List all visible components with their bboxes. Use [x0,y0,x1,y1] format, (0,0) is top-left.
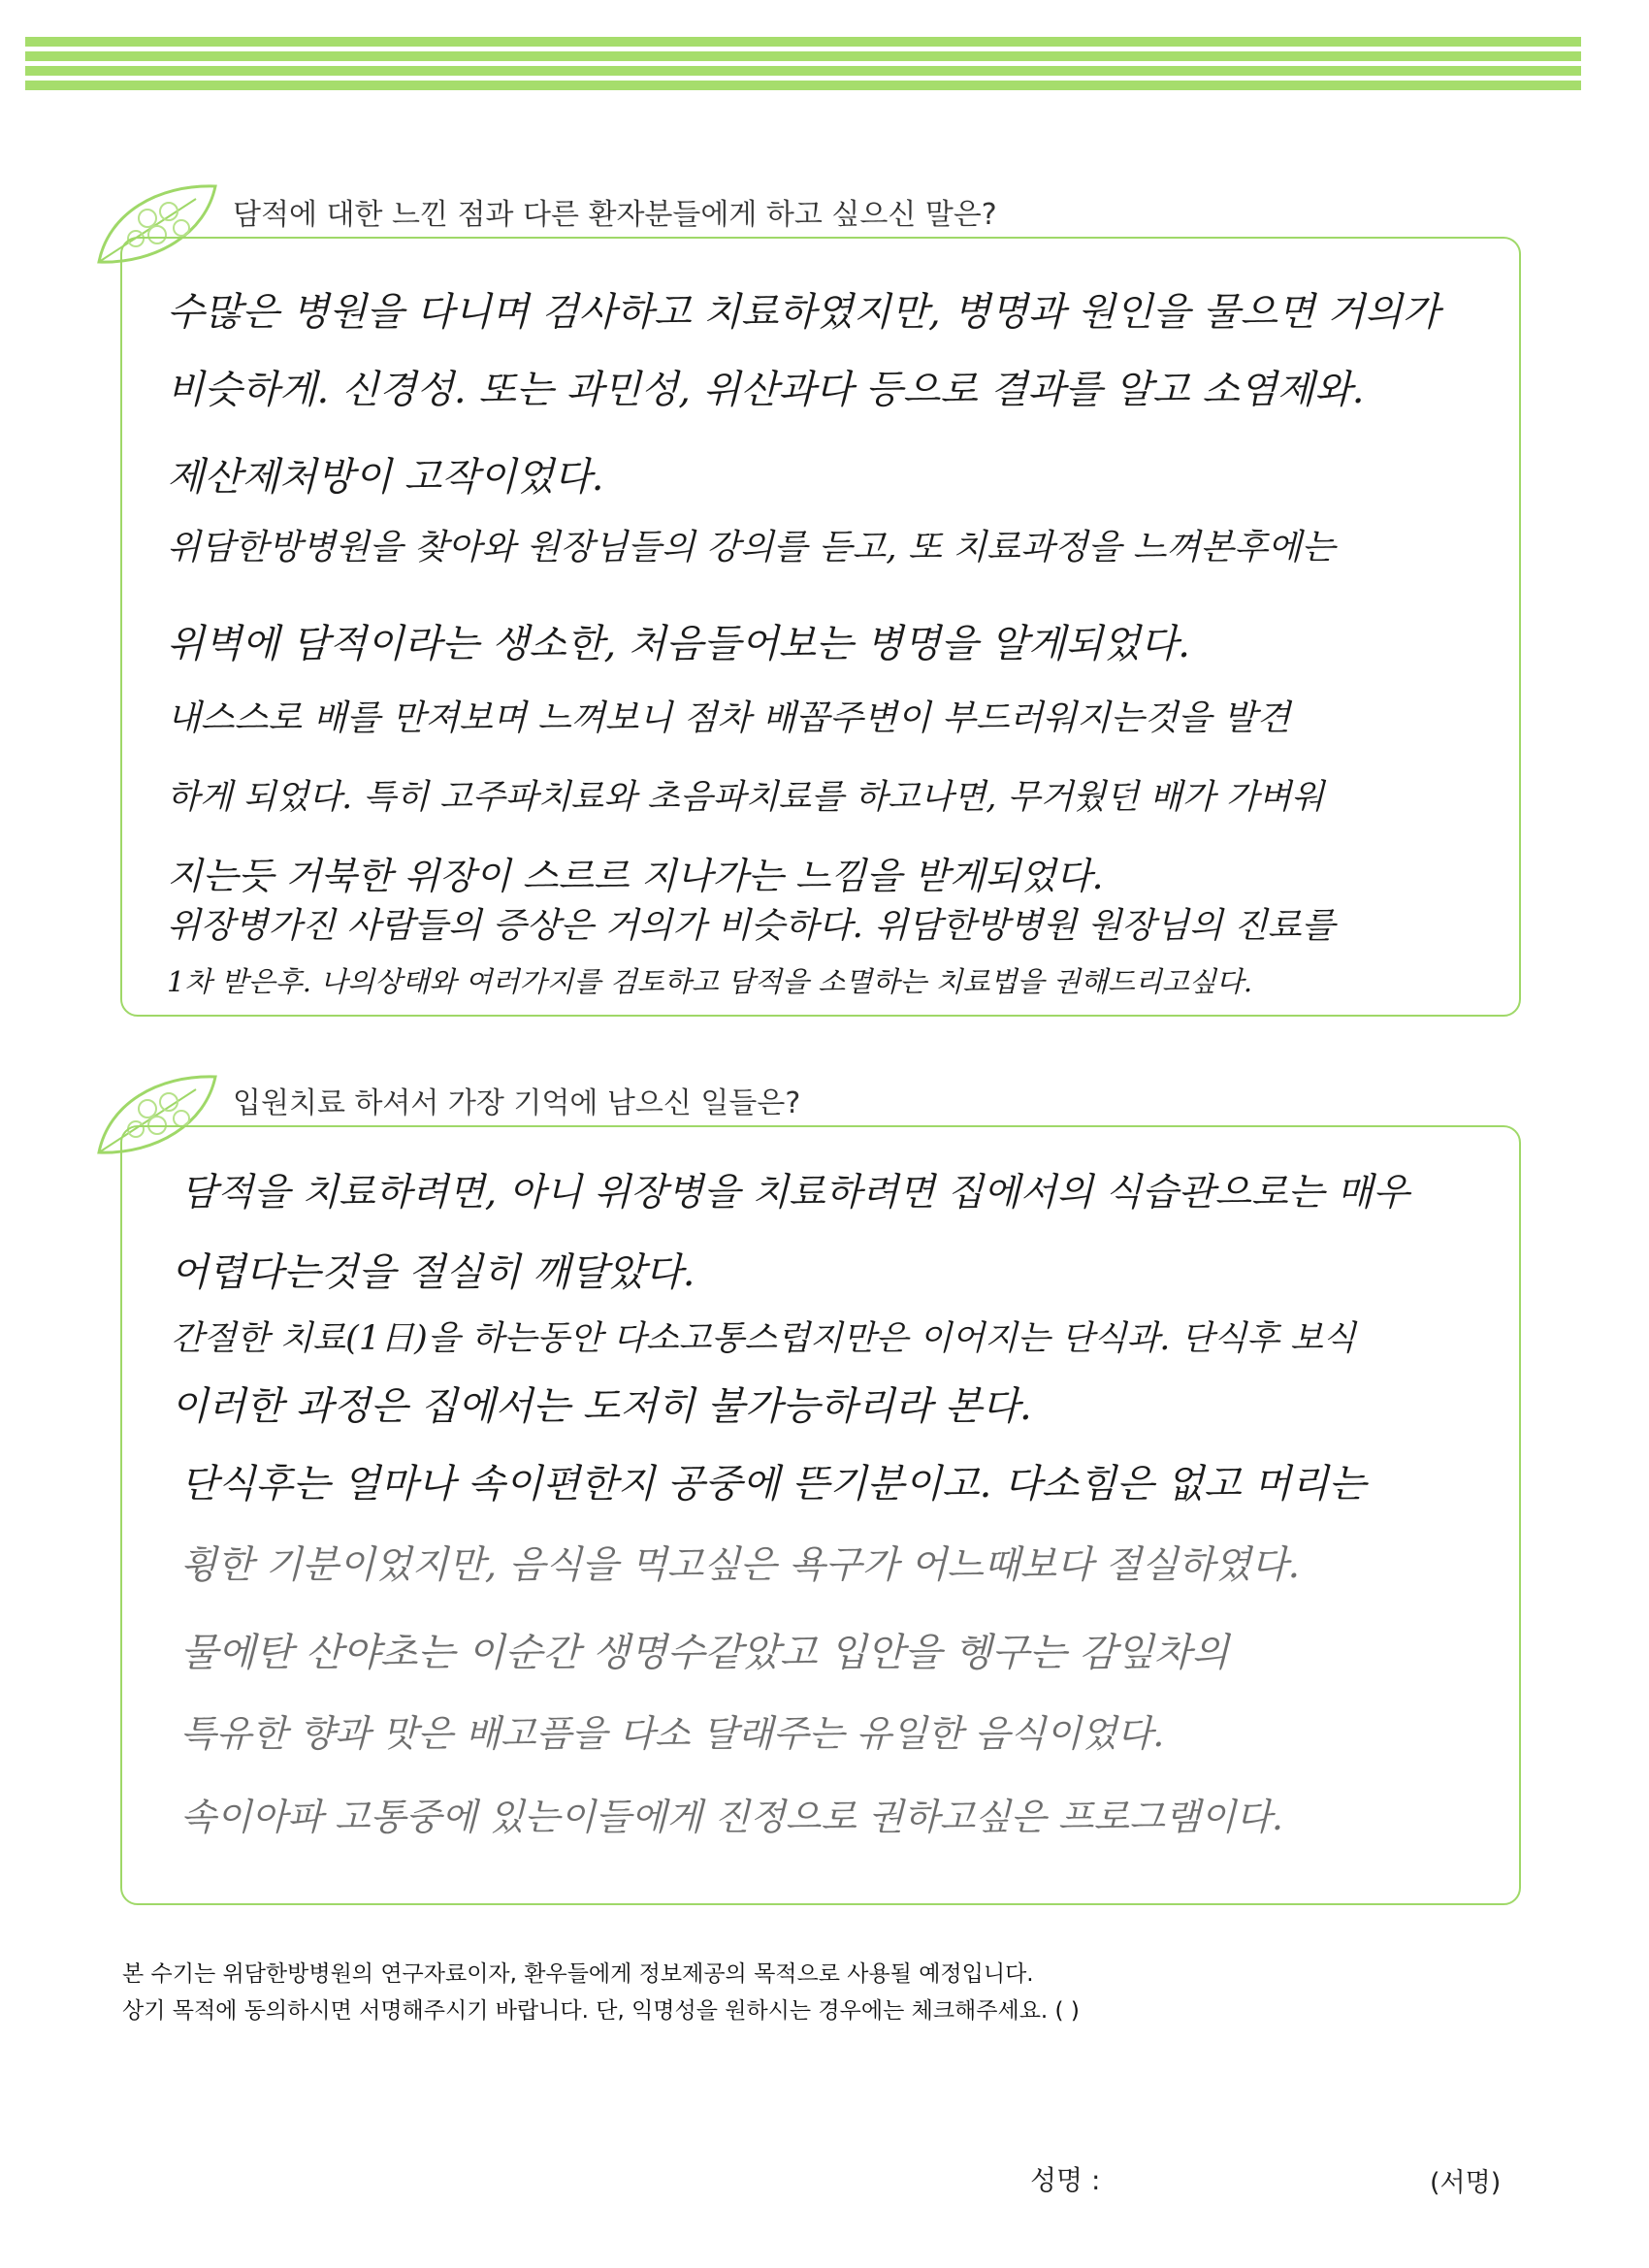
answer-1-line-6: 내스스로 배를 만져보며 느껴보니 점차 배꼽주변이 부드러워지는것을 발견 [167,698,1291,738]
answer-2-line-2: 어렵다는것을 절실히 깨달았다. [171,1250,695,1295]
answer-1-line-8: 지는듯 거북한 위장이 스르르 지나가는 느낌을 받게되었다. [167,855,1104,897]
answer-1-box [120,237,1521,1017]
answer-1-line-9: 위장병가진 사람들의 증상은 거의가 비슷하다. 위담한방병원 원장님의 진료를 [167,906,1336,946]
answer-1-line-5: 위벽에 담적이라는 생소한, 처음들어보는 병명을 알게되었다. [167,622,1191,666]
answer-2-line-9: 속이아파 고통중에 있는이들에게 진정으로 권하고싶은 프로그램이다. [180,1796,1284,1838]
answer-2-line-5: 단식후는 얼마나 속이편한지 공중에 뜬기분이고. 다소힘은 없고 머리는 [180,1462,1367,1507]
answer-1-line-4: 위담한방병원을 찾아와 원장님들의 강의를 듣고, 또 치료과정을 느껴본후에는 [167,528,1336,567]
consent-line-2: 상기 목적에 동의하시면 서명해주시기 바랍니다. 단, 익명성을 원하시는 경우에는 체크해주세요. ( ) [122,1998,1080,2024]
consent-line-1: 본 수기는 위담한방병원의 연구자료이자, 환우들에게 정보제공의 목적으로 사용될 예정입니다. [122,1961,1034,1987]
answer-2-line-8: 특유한 향과 맛은 배고픔을 다소 달래주는 유일한 음식이었다. [180,1712,1165,1755]
answer-1-line-7: 하게 되었다. 특히 고주파치료와 초음파치료를 하고나면, 무거웠던 배가 가벼워 [167,778,1325,817]
answer-2-box [120,1125,1521,1905]
answer-2-line-4: 이러한 과정은 집에서는 도저히 불가능하리라 본다. [171,1384,1032,1429]
answer-1-line-3: 제산제처방이 고작이었다. [167,455,604,500]
answer-2-line-3: 간절한 치료(1日)을 하는동안 다소고통스럽지만은 이어지는 단식과. 단식후 보식 [171,1319,1356,1358]
answer-2-line-1: 담적을 치료하려면, 아니 위장병을 치료하려면 집에서의 식습관으로는 매우 [180,1171,1410,1215]
answer-2-line-7: 물에탄 산야초는 이순간 생명수같았고 입안을 헹구는 감잎차의 [180,1631,1229,1675]
answer-1-line-2: 비슷하게. 신경성. 또는 과민성, 위산과다 등으로 결과를 알고 소염제와. [167,368,1365,412]
answer-1-line-1: 수많은 병원을 다니며 검사하고 치료하였지만, 병명과 원인을 물으면 거의가 [167,290,1440,335]
signature-label: 성명 : [1030,2164,1101,2196]
signature-suffix: (서명) [1430,2168,1502,2198]
header-stripes [25,37,1581,107]
question-2-title: 입원치료 하셔서 가장 기억에 남으신 일들은? [233,1086,801,1120]
answer-1-line-10: 1차 받은후. 나의상태와 여러가지를 검토하고 담적을 소멸하는 치료법을 권해드리고싶다. [167,965,1253,998]
answer-2-line-6: 휭한 기분이었지만, 음식을 먹고싶은 욕구가 어느때보다 절실하였다. [180,1543,1301,1587]
question-1-title: 담적에 대한 느낀 점과 다른 환자분들에게 하고 싶으신 말은? [233,198,997,232]
